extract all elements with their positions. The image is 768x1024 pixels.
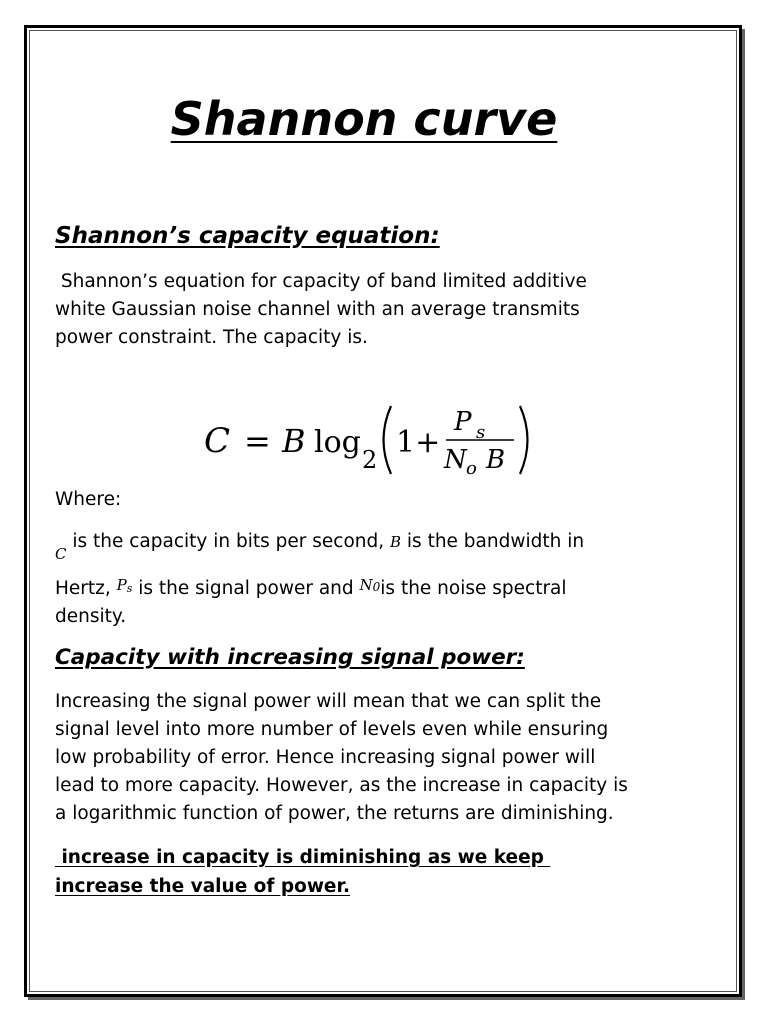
section-heading-increasing-power: Capacity with increasing signal power: <box>55 645 525 670</box>
capacity-formula <box>200 400 540 480</box>
power-line: a logarithmic function of power, the returns are diminishing. <box>55 803 614 824</box>
power-line: lead to more capacity. However, as the increase in capacity is <box>55 775 628 796</box>
ps-description: is the signal power and <box>132 578 360 599</box>
formula-n: N <box>444 445 467 475</box>
intro-line: white Gaussian noise channel with an average transmits <box>55 299 580 320</box>
where-line-1 <box>55 528 685 563</box>
page-title: Shannon curve <box>170 92 558 146</box>
formula-den-b: B <box>486 445 506 475</box>
formula-ps: P <box>454 407 472 437</box>
formula-b: B <box>282 422 306 460</box>
page-border-shadow-right <box>742 29 745 1000</box>
right-paren <box>520 406 528 474</box>
intro-line: Shannon’s equation for capacity of band limited additive <box>55 271 587 292</box>
power-line: low probability of error. Hence increasing signal power will <box>55 747 596 768</box>
power-line: Increasing the signal power will mean that we can split the <box>55 691 602 712</box>
conclusion-line: increase in capacity is diminishing as we keep <box>55 847 551 868</box>
symbol-n0-sub: 0 <box>372 580 381 594</box>
conclusion-text <box>55 843 675 901</box>
formula-n-sub: o <box>466 458 477 479</box>
section-heading-capacity-equation: Shannon’s capacity equation: <box>55 223 440 249</box>
formula-equals: = <box>244 422 271 460</box>
where-line-3: density. <box>55 606 127 627</box>
symbol-ps-sub: s <box>126 582 133 595</box>
symbol-c: C <box>55 545 67 563</box>
formula-one-plus: 1+ <box>396 425 441 460</box>
power-line: signal level into more number of levels even while ensuring <box>55 719 609 740</box>
power-paragraph <box>55 688 705 828</box>
symbol-n0: N <box>359 576 373 594</box>
hertz-text: Hertz, <box>55 578 117 599</box>
c-description: is the capacity in bits per second, <box>66 531 390 552</box>
formula-ps-sub: s <box>476 422 486 443</box>
n0-description: is the noise spectral <box>380 578 567 599</box>
b-description: is the bandwidth in <box>401 531 585 552</box>
formula-c: C <box>204 421 231 461</box>
intro-line: power constraint. The capacity is. <box>55 327 368 348</box>
intro-paragraph <box>55 268 685 352</box>
formula-log: log <box>314 425 361 460</box>
formula-base: 2 <box>362 446 378 474</box>
page-border-shadow-bottom <box>28 997 745 1000</box>
where-label: Where: <box>55 489 122 510</box>
symbol-b: B <box>390 533 402 551</box>
conclusion-line: increase the value of power. <box>55 876 350 897</box>
symbol-ps: P <box>116 576 127 594</box>
left-paren <box>384 406 392 474</box>
where-line-2 <box>55 575 685 605</box>
